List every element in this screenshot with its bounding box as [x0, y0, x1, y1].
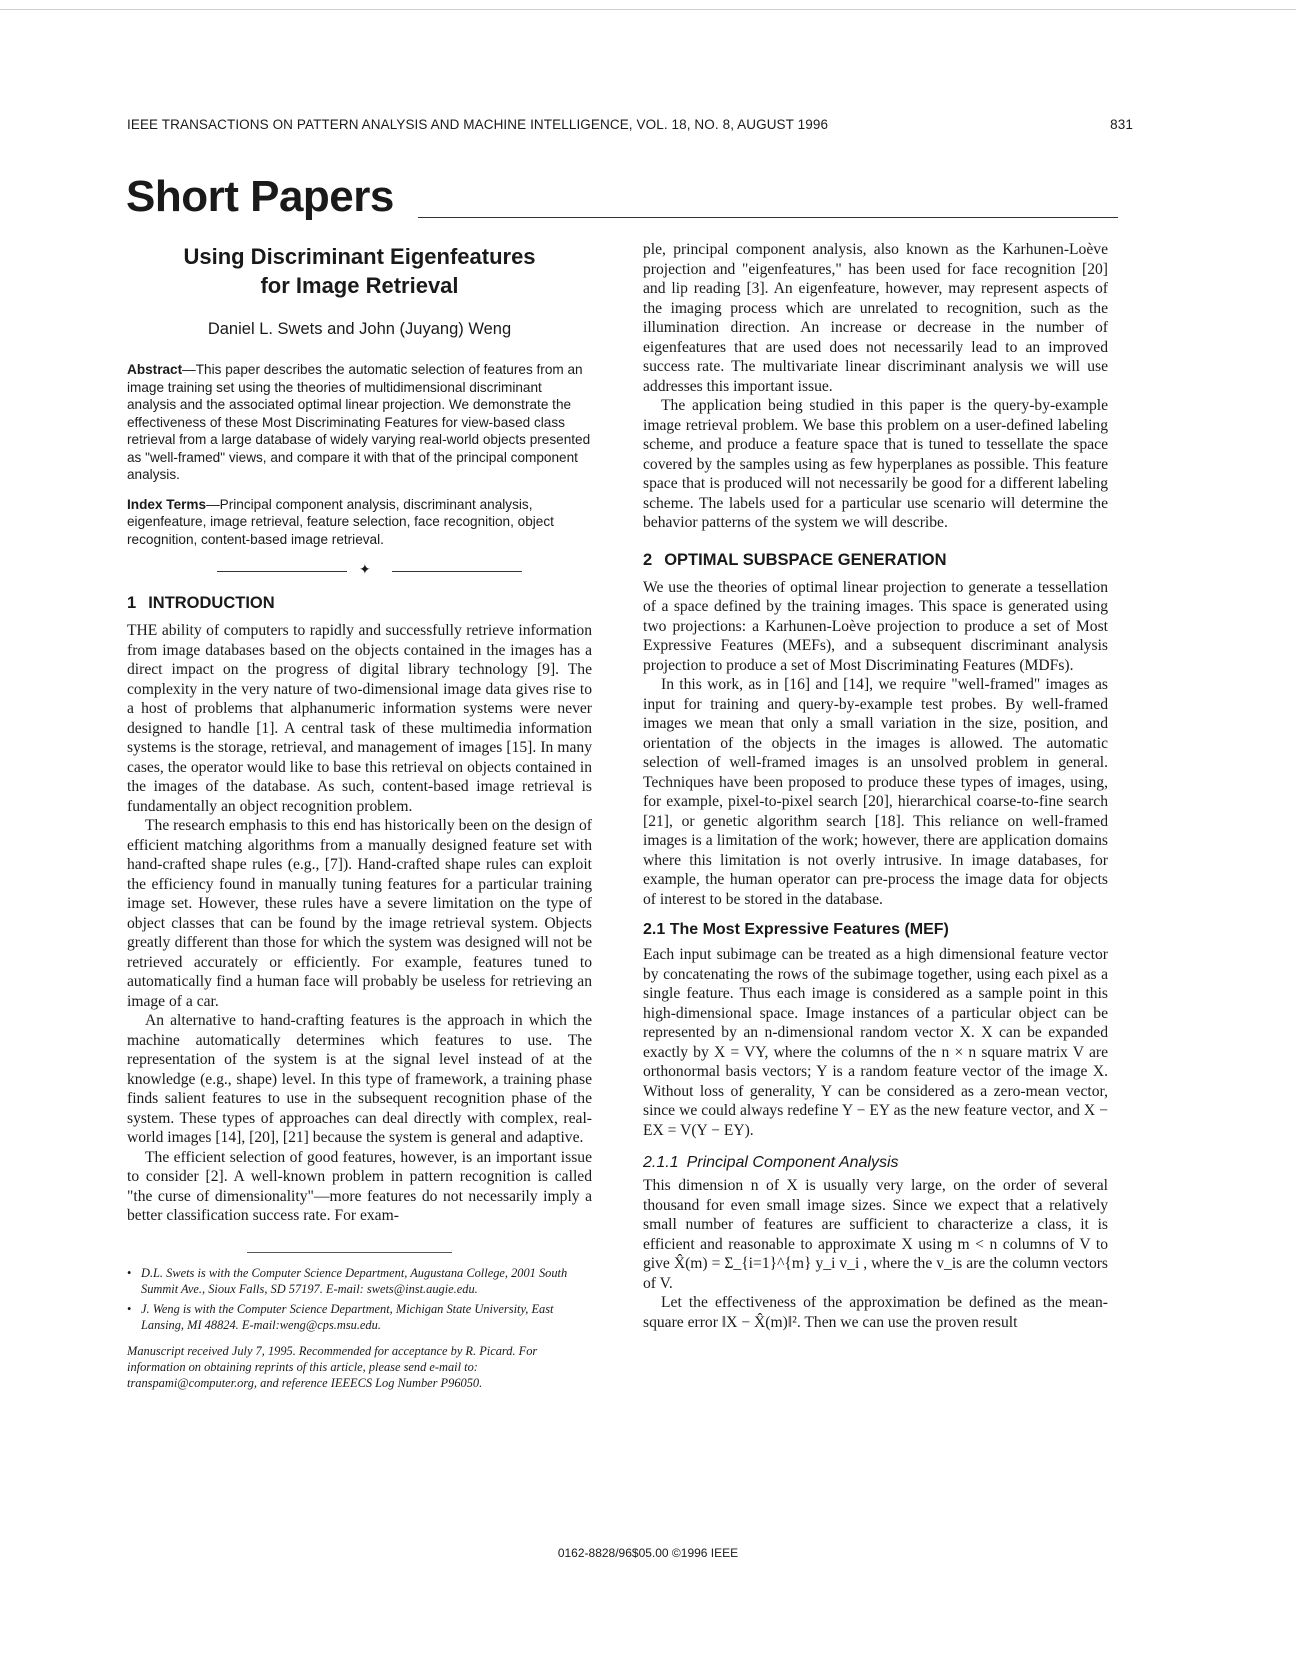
paper-title-line-1: Using Discriminant Eigenfeatures	[183, 244, 536, 269]
section-2-paragraph-1: We use the theories of optimal linear projection to generate a tessellation of a space defined by the training images. This space is generated using two projections: a Karhunen-Loève projection to produce a set of Most Expressive Features (MEFs), and a subsequent discriminant analysis projection to produce a set of Most Discriminating Features (MDFs).	[643, 578, 1108, 674]
footnotes	[127, 1265, 592, 1391]
footnote-2	[127, 1301, 592, 1333]
footnote-1-text: D.L. Swets is with the Computer Science Department, Augustana College, 2001 South Summit Ave., Sioux Falls, SD 57197. E-mail: swets@inst.augie.edu.	[141, 1265, 568, 1296]
section-divider	[127, 562, 592, 582]
paper-title-line-2: for Image Retrieval	[260, 273, 459, 298]
section-heading-introduction	[127, 594, 592, 613]
divider-line-right	[392, 571, 522, 572]
intro-paragraph-4-continued: ple, principal component analysis, also known as the Karhunen-Loève projection and "eigenfeatures," has been used for face recognition [20] and lip reading [3]. An eigenfeature, however, may represent aspects of the imaging process which are unrelated to recognition, such as the illumination direction. An increase or decrease in the number of eigenfeatures that are used does not necessarily lead to an improved success rate. The multivariate linear discriminant analysis we will use addresses this important issue.	[643, 241, 1108, 395]
paper-authors: Daniel L. Swets and John (Juyang) Weng	[207, 320, 512, 338]
abstract-text: —This paper describes the automatic selection of features from an image training set using the theories of multidimensional discriminant analysis and the associated optimal linear projection. We demonstrate the effectiveness of these Most Discriminating Features for view-based class retrieval from a large database of widely varying real-world objects presented as "well-framed" views, and compare it with that of the principal component analysis.	[127, 362, 591, 482]
top-border-line	[0, 9, 1296, 10]
intro-paragraph-1: THE ability of computers to rapidly and successfully retrieve information from image databases based on the objects contained in the images has a direct impact on the progress of digital library technology [9]. The complexity in the very nature of two-dimensional image data gives rise to a host of problems that alphanumeric information systems were never designed to handle [1]. A central task of these multimedia information systems is the storage, retrieval, and management of images [15]. In many cases, the operator would like to base this retrieval on objects contained in the images of the database. As such, content-based image retrieval is fundamentally an object recognition problem.	[127, 622, 592, 815]
section-2-paragraph-2: In this work, as in [16] and [14], we require "well-framed" images as input for training and query-by-example test probes. By well-framed images we mean that only a small variation in the size, position, and orientation of the objects in the images is allowed. The automatic selection of well-framed images is an unsolved problem in general. Techniques have been proposed to produce these types of images, using, for example, pixel-to-pixel search [20], hierarchical coarse-to-fine search [21], or genetic algorithm search [18]. This reliance on well-framed images is a limitation of the work; however, there are application domains where this limitation is not overly intrusive. In image databases, for example, the human operator can pre-process the image data for objects of interest to be stored in the database.	[643, 676, 1108, 908]
section-2-1-paragraph-1: Each input subimage can be treated as a high dimensional feature vector by concatenating the rows of the subimage together, using each pixel as a single feature. Thus each image is considered as a sample point in this high-dimensional space. Image instances of a particular object can be represented by an n-dimensional random vector X. X can be expanded exactly by X = VY, where the columns of the n × n square matrix V are orthonormal basis vectors; Y is a random feature vector of the image X. Without loss of generality, Y can be considered as a zero-mean vector, since we could always redefine Y − EY as the new feature vector, and X − EX = V(Y − EY).	[643, 946, 1108, 1139]
copyright-line: 0162-8828/96$05.00 ©1996 IEEE	[557, 1546, 739, 1560]
section-heading-text: INTRODUCTION	[148, 594, 275, 612]
footnote-rule	[247, 1252, 452, 1253]
manuscript-note: Manuscript received July 7, 1995. Recommended for acceptance by R. Picard. For information on obtaining reprints of this article, please send e-mail to: transpami@computer.org, and reference IEEECS Log Number P96050.	[127, 1343, 538, 1390]
section-2-1-1-paragraph-1: This dimension n of X is usually very large, on the order of several thousand for even small image sizes. Since we expect that a relatively small number of features are sufficient to characterize a class, it is efficient and reasonable to approximate X using m < n columns of V to give X̂(m) = Σ_{i=1}^{m} y_i v_i , where the v_is are the column vectors of V.	[643, 1177, 1108, 1292]
section-heading-optimal-subspace	[643, 551, 1108, 570]
index-terms	[127, 496, 592, 549]
section-title: Short Papers	[126, 172, 394, 221]
section-heading-text: OPTIMAL SUBSPACE GENERATION	[664, 550, 947, 569]
subsubsection-heading-text: Principal Component Analysis	[686, 1154, 899, 1171]
intro-paragraph-3: An alternative to hand-crafting features is the approach in which the machine automatically determines which features to use. The representation of the system is at the signal level instead of at the knowledge (e.g., shape) level. In this type of framework, a training phase finds salient features to use in the subsequent recognition phase of the system. These types of approaches can deal directly with complex, real-world images [14], [20], [21] because the system is general and adaptive.	[127, 1012, 592, 1146]
index-terms-text: —Principal component analysis, discriminant analysis, eigenfeature, image retrieval, feature selection, face recognition, object recognition, content-based image retrieval.	[127, 496, 554, 547]
page-number: 831	[1110, 117, 1133, 132]
subsubsection-heading-pca	[643, 1154, 1108, 1172]
paper-title	[127, 242, 592, 300]
section-number: 2	[643, 550, 653, 569]
intro-paragraph-2: The research emphasis to this end has historically been on the design of efficient matching algorithms from a manually designed feature set with hand-crafted shape rules (e.g., [7]). Hand-crafted shape rules can exploit the efficiency found in manually tuning features for a particular training image set. However, these rules have a severe limitation on the type of object classes that can be found by the image retrieval system. Objects greatly different than those for which the system was designed will not be retrieved accurately or efficiently. For example, features tuned to automatically find a human face will probably be useless for retrieving an image of a car.	[127, 817, 592, 1010]
index-terms-label: Index Terms	[127, 496, 207, 512]
intro-paragraph-4: The efficient selection of good features, however, is an important issue to consider [2]. A well-known problem in pattern recognition is called "the curse of dimensionality"—more features do not necessarily imply a better classification success rate. For exam-	[127, 1148, 592, 1224]
journal-citation: IEEE TRANSACTIONS ON PATTERN ANALYSIS AND MACHINE INTELLIGENCE, VOL. 18, NO. 8, AUGUST 1996	[127, 117, 829, 132]
right-column	[643, 240, 1108, 1332]
running-header	[127, 117, 1133, 132]
footnote-1	[127, 1265, 592, 1297]
footnote-bullet: •	[127, 1265, 132, 1280]
footnote-bullet: •	[127, 1301, 132, 1316]
intro-paragraph-5: The application being studied in this paper is the query-by-example image retrieval problem. We base this problem on a user-defined labeling scheme, and produce a feature space that is tuned to tessellate the space covered by the samples using as few hyperplanes as possible. This feature space that is produced will not necessarily be good for a different labeling scheme. The labels used for a particular use scenario will determine the behavior patterns of the system we will describe.	[643, 397, 1108, 531]
abstract-label: Abstract	[127, 362, 183, 377]
subsubsection-number: 2.1.1	[643, 1154, 679, 1171]
divider-line-left	[217, 571, 347, 572]
divider-diamond-icon: ✦	[359, 562, 371, 578]
section-number: 1	[127, 594, 137, 612]
section-2-1-1-paragraph-2: Let the effectiveness of the approximation be defined as the mean-square error ‖X − X̂(m)‖². Then we can use the proven result	[643, 1294, 1108, 1331]
left-column	[127, 240, 592, 1403]
footnote-2-text: J. Weng is with the Computer Science Department, Michigan State University, East Lansing, MI 48824. E-mail:weng@cps.msu.edu.	[141, 1301, 554, 1332]
section-title-rule	[418, 217, 1118, 218]
subsection-heading-mef: 2.1 The Most Expressive Features (MEF)	[643, 921, 949, 938]
abstract	[127, 361, 592, 484]
